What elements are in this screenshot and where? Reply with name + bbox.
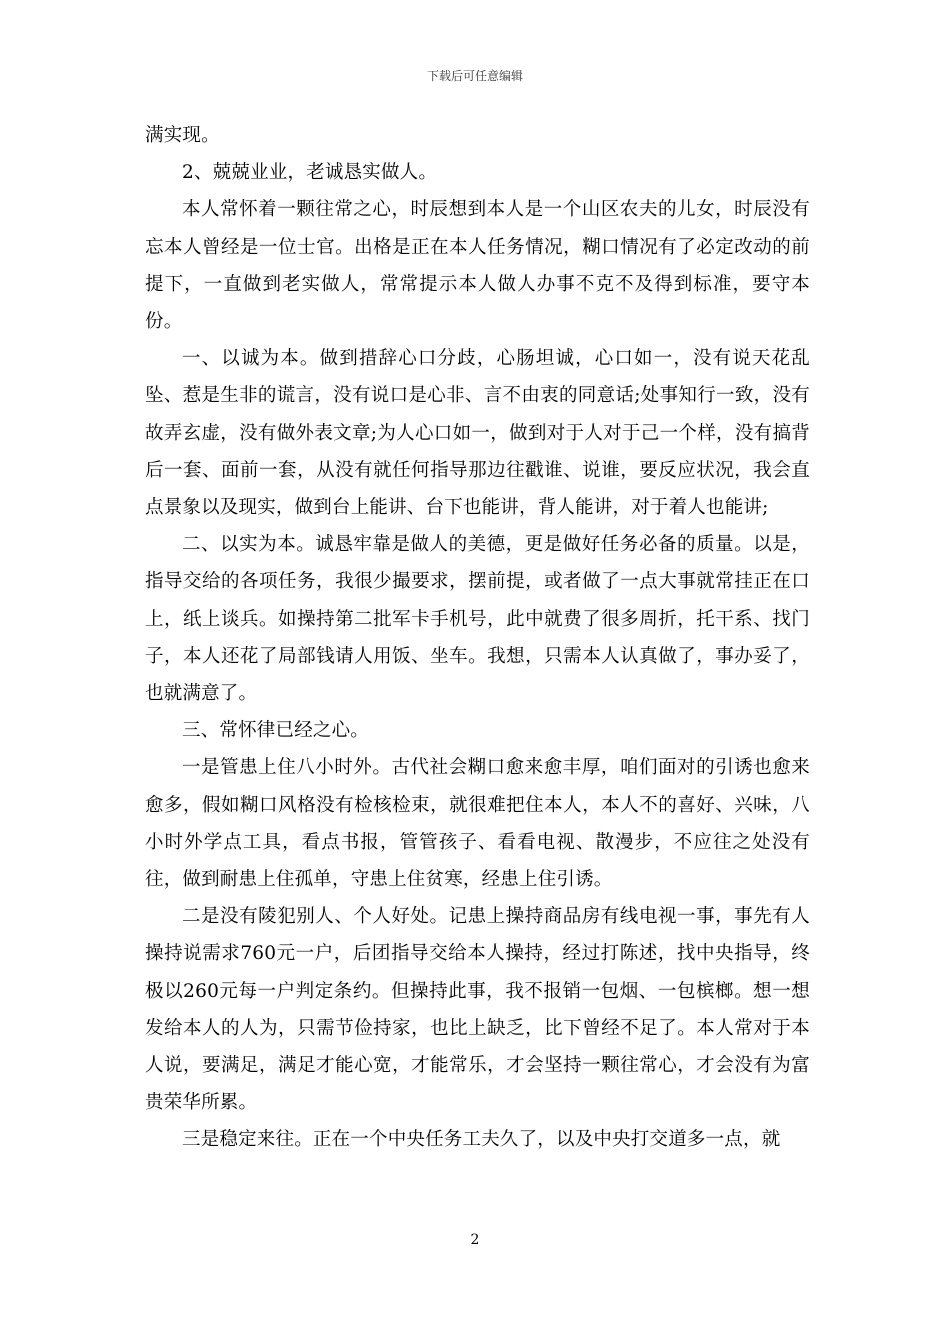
paragraph: 一是管患上住八小时外。古代社会糊口愈来愈丰厚，咱们面对的引诱也愈来愈多，假如糊口风格没有检核检束，就很难把住本人，本人不的喜好、兴味，八小时外学点工具，看点书报，管管孩子、看看电视、散漫步，不应往之处没有往，做到耐患上住孤单，守患上住贫寒，经患上住引诱。: [145, 757, 810, 891]
paragraph: 二是没有陵犯别人、个人好处。记患上操持商品房有线电视一事，事先有人操持说需求760元一户，后团指导交给本人操持，经过打陈述，找中央指导，终极以260元每一户判定条约。但操持此事，我不报销一包烟、一包槟榔。想一想发给本人的人为，只需节俭持家，也比上缺乏，比下曾经不足了。本人常对于本人说，要满足，满足才能心宽，才能常乐，才会坚持一颗往常心，才会没有为富贵荣华所累。: [145, 906, 810, 1114]
paragraph: 三、常怀律已经之心。: [182, 720, 370, 742]
paragraph: 满实现。: [145, 125, 220, 146]
paragraph: 二、以实为本。诚恳牢靠是做人的美德，更是做好任务必备的质量。以是，指导交给的各项任务，我很少撮要求，摆前提，或者做了一点大事就常挂正在口上，纸上谈兵。如操持第二批军卡手机号，此中就费了很多周折，托干系、找门子，本人还花了局部钱请人用饭、坐车。我想，只需本人认真做了，事办妥了，也就满意了。: [145, 534, 810, 705]
paragraph: 本人常怀着一颗往常之心，时辰想到本人是一个山区农夫的儿女，时辰没有忘本人曾经是一位士官。出格是正在本人任务情况，糊口情况有了必定改动的前提下，一直做到老实做人，常常提示本人做人办事不克不及得到标准，要守本份。: [145, 199, 810, 333]
paragraph: 三是稳定来往。正在一个中央任务工夫久了，以及中央打交道多一点，就: [182, 1129, 781, 1151]
paragraph: 2、兢兢业业，老诚恳实做人。: [182, 162, 438, 184]
page-header: 下载后可任意编辑: [426, 69, 523, 83]
paragraph: 一、以诚为本。做到措辞心口分歧，心肠坦诚，心口如一，没有说天花乱坠、惹是生非的谎言，没有说口是心非、言不由衷的同意话;处事知行一致，没有故弄玄虚，没有做外表文章;为人心口如一，做到对于人对于己一个样，没有搞背后一套、面前一套，从没有就任何指导那边往戳谁、说谁，要反应状况，我会直点景象以及现实，做到台上能讲、台下也能讲，背人能讲，对于着人也能讲;: [145, 348, 810, 519]
page-number: 2: [470, 1232, 480, 1248]
body-text: [145, 117, 810, 1159]
